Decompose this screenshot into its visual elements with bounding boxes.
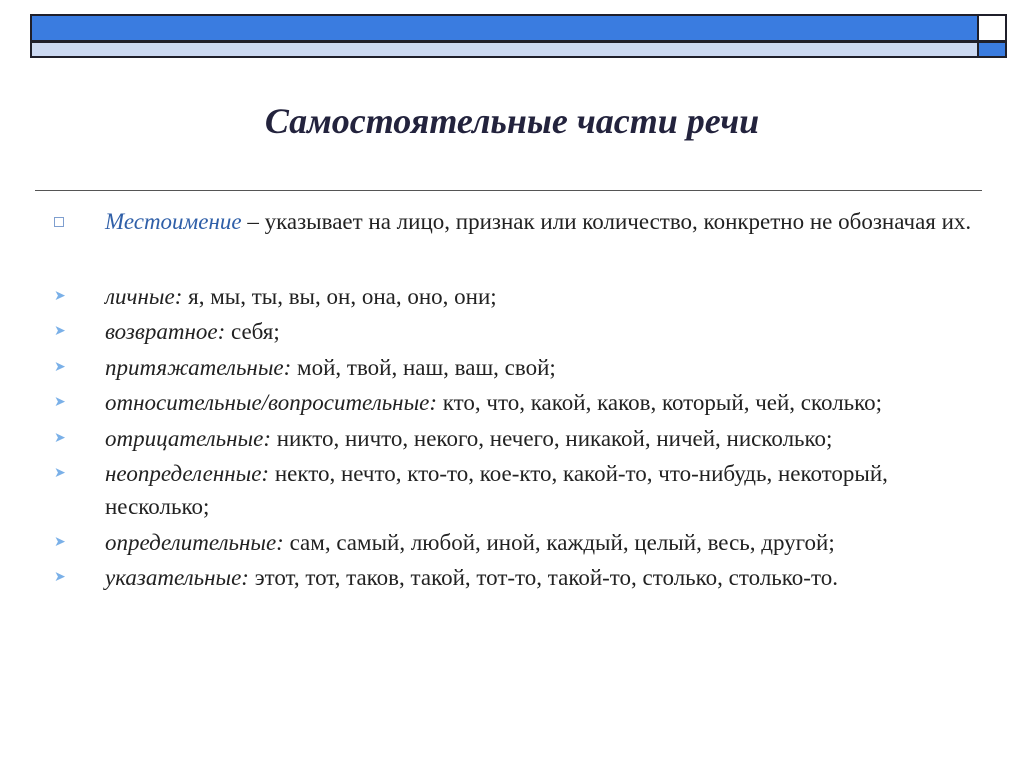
- title-underline: [35, 190, 982, 191]
- arrowhead-bullet-icon: ➤: [54, 430, 66, 446]
- arrowhead-bullet-icon: ➤: [54, 359, 66, 375]
- definition-term: Местоимение: [105, 209, 242, 234]
- definition-text: – указывает на лицо, признак или количество, конкретно не обозначая их.: [241, 209, 972, 234]
- list-item: [50, 422, 990, 455]
- arrowhead-bullet-icon: ➤: [54, 534, 66, 550]
- arrowhead-bullet-icon: ➤: [54, 324, 66, 339]
- pronoun-examples: никто, ничто, некого, нечего, никакой, ничей, нисколько;: [271, 425, 833, 451]
- pronoun-type-label: относительные/вопросительные:: [105, 390, 438, 415]
- list-item: [50, 457, 990, 523]
- arrowhead-bullet-icon: ➤: [54, 570, 66, 585]
- header-blue-stripe: [32, 16, 977, 40]
- list-item: [50, 526, 990, 559]
- header-band: [30, 14, 979, 58]
- corner-bottom-blue: [979, 43, 1005, 56]
- pronoun-examples: мой, твой, наш, ваш, свой;: [291, 354, 556, 380]
- pronoun-type-label: личные:: [105, 283, 183, 309]
- pronoun-examples: я, мы, ты, вы, он, она, оно, они;: [182, 283, 497, 309]
- pronoun-type-label: указательные:: [105, 565, 249, 590]
- pronoun-examples: некто, нечто, кто-то, кое-кто, какой-то, что-нибудь, некоторый, несколько;: [105, 461, 888, 519]
- header-light-stripe: [32, 43, 977, 56]
- list-item: [50, 315, 990, 348]
- arrowhead-bullet-icon: ➤: [54, 395, 66, 410]
- pronoun-examples: сам, самый, любой, иной, каждый, целый, весь, другой;: [283, 529, 835, 555]
- list-item: [50, 561, 990, 594]
- pronoun-examples: этот, тот, таков, такой, тот-то, такой-то, столько, столько-то.: [248, 565, 838, 590]
- arrowhead-bullet-icon: ➤: [54, 288, 66, 304]
- slide-content: [50, 205, 990, 594]
- header-corner-box: [979, 14, 1007, 58]
- arrowhead-bullet-icon: ➤: [54, 466, 66, 481]
- pronoun-types-list: [50, 280, 990, 595]
- pronoun-type-label: отрицательные:: [105, 425, 271, 451]
- corner-top: [979, 16, 1005, 40]
- pronoun-type-label: неопределенные:: [105, 461, 270, 486]
- pronoun-examples: себя;: [225, 319, 280, 344]
- pronoun-examples: кто, что, какой, каков, который, чей, сколько;: [437, 390, 883, 415]
- list-item: [50, 280, 990, 313]
- list-item: [50, 351, 990, 384]
- definition-item: [50, 205, 990, 238]
- list-item: [50, 386, 990, 419]
- slide-title: Самостоятельные части речи: [264, 101, 760, 141]
- hollow-square-bullet-icon: [54, 217, 64, 227]
- pronoun-type-label: притяжательные:: [105, 354, 292, 380]
- pronoun-type-label: возвратное:: [105, 319, 226, 344]
- pronoun-type-label: определительные:: [105, 529, 284, 555]
